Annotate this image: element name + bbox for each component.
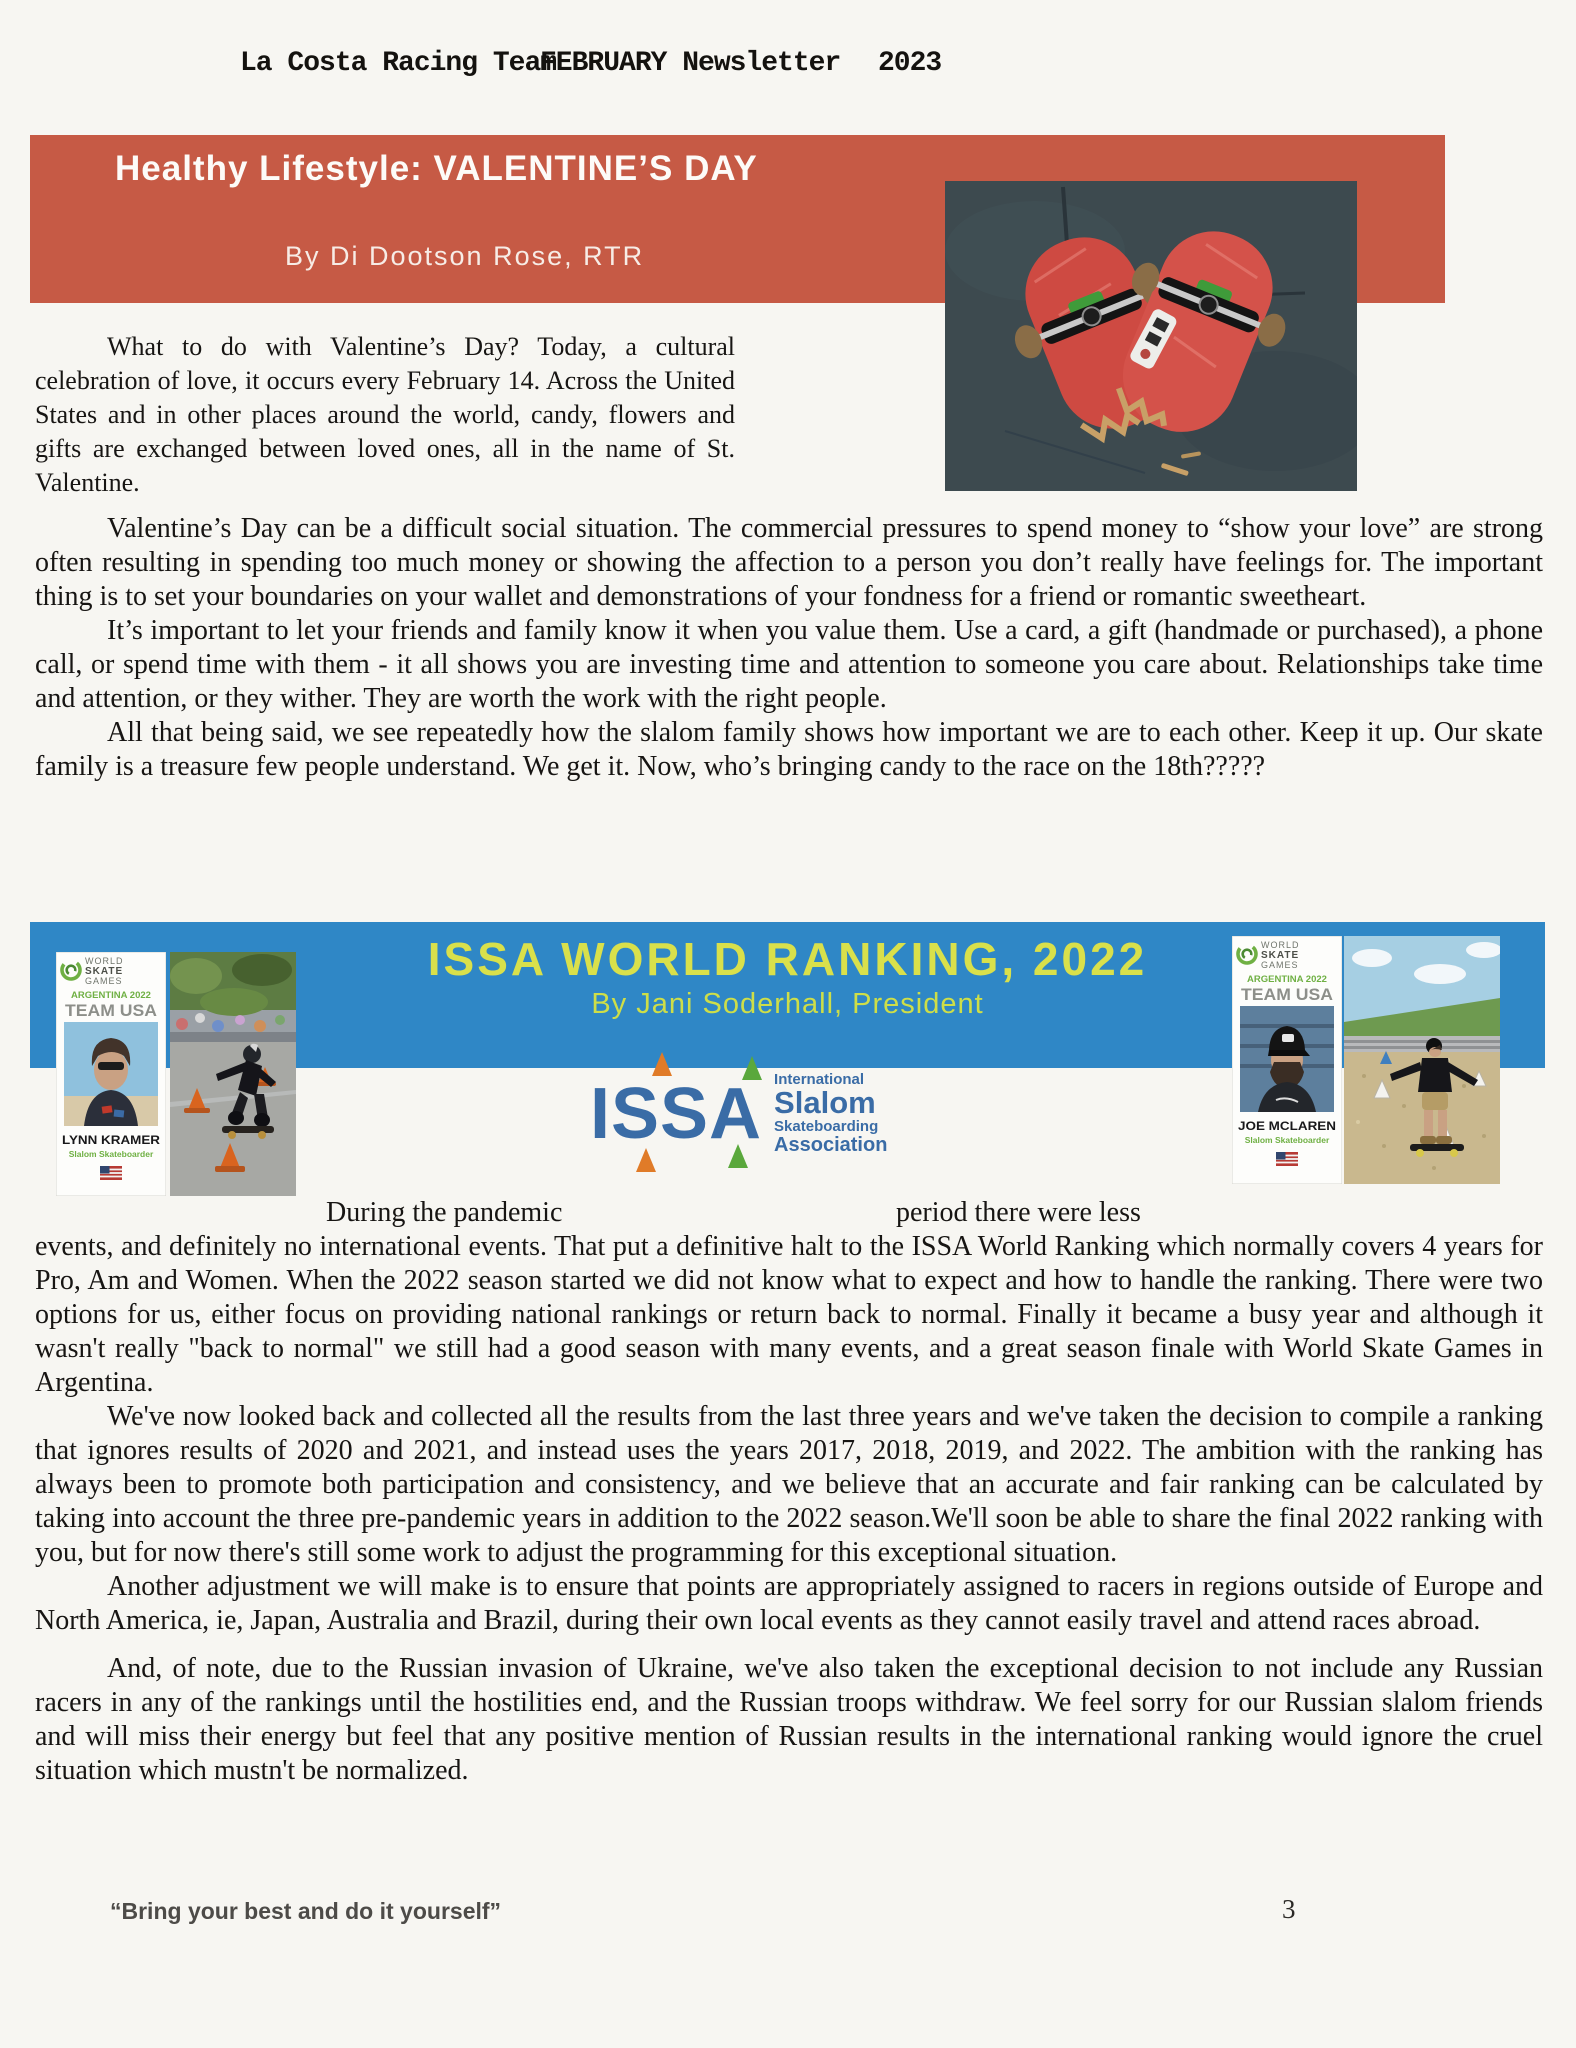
paragraph-text: We've now looked back and collected all the results from the last three years and we've taken the decision to compile a ranking that ignores results of 2020 and 2021, and instead uses the years 2017, 2018, 2019, and 2022. The ambition with the ranking has always been to promote both participation and consistency, and we believe that an accurate and fair ranking can be calculated by taking into account the three pre-pandemic years in addition to the 2022 season.We'll soon be able to share the final 2022 ranking with you, but for now there's still some work to adjust the programming for this exceptional situation. bbox=[35, 1401, 1543, 1568]
masthead-team-name: La Costa Racing Team bbox=[240, 48, 557, 79]
svg-text:GAMES: GAMES bbox=[1261, 960, 1299, 970]
svg-text:GAMES: GAMES bbox=[85, 976, 123, 986]
article2-intro-right: period there were less bbox=[896, 1197, 1141, 1228]
joe-mclaren-headshot bbox=[1240, 1006, 1334, 1112]
paragraph-text: It’s important to let your friends and family know it when you value them. Use a card, a gift (handmade or purchased), a phone call, or spend time with them - it all shows you are investing time and attention to someone you care about. Relationships take time and attention, or they wither. They are worth the work with the right people. bbox=[35, 615, 1543, 714]
article1-title: Healthy Lifestyle: VALENTINE’S DAY bbox=[115, 149, 758, 188]
racer-role: Slalom Skateboarder bbox=[68, 1149, 154, 1159]
article2-intro-left: During the pandemic bbox=[326, 1197, 563, 1228]
svg-text:WORLD: WORLD bbox=[1261, 940, 1300, 950]
racer-name: LYNN KRAMER bbox=[62, 1133, 161, 1147]
masthead-year: 2023 bbox=[878, 48, 942, 79]
paragraph-text: All that being said, we see repeatedly how the slalom family shows how important we are to each other. Keep it up. Our skate family is a treasure few people understand. We get it. Now, who’s bringing candy to the race on the 18th????? bbox=[35, 717, 1543, 782]
racer-name: JOE MCLAREN bbox=[1238, 1119, 1336, 1133]
issa-acronym bbox=[590, 1064, 762, 1164]
issa-org-line: Slalom bbox=[774, 1085, 876, 1120]
cone-icon bbox=[652, 1052, 672, 1076]
svg-text:SKATE: SKATE bbox=[1261, 950, 1300, 961]
cone-icon bbox=[728, 1144, 748, 1168]
broken-skateboard-heart-photo bbox=[945, 181, 1357, 491]
article1-paragraphs bbox=[35, 512, 1543, 784]
article2-paragraphs bbox=[35, 1230, 1543, 1788]
paragraph-text: Another adjustment we will make is to ensure that points are appropriately assigned to racers in regions outside of Europe and North America, ie, Japan, Australia and Brazil, during their own local events as they cannot easily travel and attend races abroad. bbox=[35, 1571, 1543, 1636]
svg-text:SKATE: SKATE bbox=[85, 966, 124, 977]
masthead-edition: FEBRUARY Newsletter bbox=[540, 48, 841, 79]
article2-title: ISSA WORLD RANKING, 2022 bbox=[427, 933, 1148, 985]
issa-org-line: Skateboarding bbox=[774, 1118, 879, 1135]
cone-icon bbox=[636, 1148, 656, 1172]
event-label: ARGENTINA 2022 bbox=[71, 990, 151, 1001]
racer-role: Slalom Skateboarder bbox=[1244, 1135, 1330, 1145]
paragraph-text: And, of note, due to the Russian invasion of Ukraine, we've also taken the exceptional decision to not include any Russian racers in any of the rankings until the hostilities end, and the Russian troops withdraw. We feel sorry for our Russian slalom friends and will miss their energy but feel that any positive mention of Russian results in the international ranking would ignore the cruel situation which mustn't be normalized. bbox=[35, 1653, 1543, 1786]
racer-card-lynn-kramer bbox=[56, 952, 166, 1196]
issa-acronym-text: ISSA bbox=[590, 1074, 763, 1154]
paragraph-text: What to do with Valentine’s Day? Today, a cultural celebration of love, it occurs every February 14. Across the United States and in other places around the world, candy, flowers and gifts are exchanged between loved ones, all in the name of St. Valentine. bbox=[35, 332, 735, 497]
article1-paragraph-1 bbox=[35, 330, 735, 500]
cone-icon bbox=[742, 1056, 762, 1080]
issa-org-line: Association bbox=[774, 1134, 888, 1156]
usa-flag-icon bbox=[100, 1166, 122, 1180]
lynn-kramer-action-photo bbox=[170, 952, 296, 1196]
issa-org-name bbox=[774, 1072, 887, 1156]
racer-card-joe-mclaren bbox=[1232, 936, 1342, 1184]
team-label: TEAM USA bbox=[65, 1001, 157, 1020]
article2-byline: By Jani Soderhall, President bbox=[591, 988, 984, 1020]
joe-mclaren-action-photo bbox=[1344, 936, 1500, 1184]
lynn-kramer-headshot bbox=[64, 1022, 158, 1126]
event-label: ARGENTINA 2022 bbox=[1247, 974, 1327, 985]
svg-text:WORLD: WORLD bbox=[85, 956, 124, 966]
article1-byline: By Di Dootson Rose, RTR bbox=[285, 241, 645, 271]
footer-motto: “Bring your best and do it yourself” bbox=[110, 1898, 502, 1924]
issa-org-line: International bbox=[774, 1071, 865, 1088]
usa-flag-icon bbox=[1276, 1152, 1298, 1166]
page-number: 3 bbox=[1282, 1894, 1296, 1924]
paragraph-text: events, and definitely no international events. That put a definitive halt to the ISSA World Ranking which normally covers 4 years for Pro, Am and Women. When the 2022 season started we did not know what to expect and how to handle the ranking. There were two options for us, either focus on providing national rankings or return back to normal. Finally it became a busy year and although it wasn't really "back to normal" we still had a good season with many events, and a great season finale with World Skate Games in Argentina. bbox=[35, 1231, 1543, 1398]
issa-logo bbox=[590, 1062, 890, 1166]
paragraph-text: Valentine’s Day can be a difficult social situation. The commercial pressures to spend money to “show your love” are strong often resulting in spending too much money or showing the affection to a person you don’t really have feelings for. The important thing is to set your boundaries on your wallet and demonstrations of your fondness for a friend or romantic sweetheart. bbox=[35, 513, 1543, 612]
team-label: TEAM USA bbox=[1241, 985, 1333, 1004]
